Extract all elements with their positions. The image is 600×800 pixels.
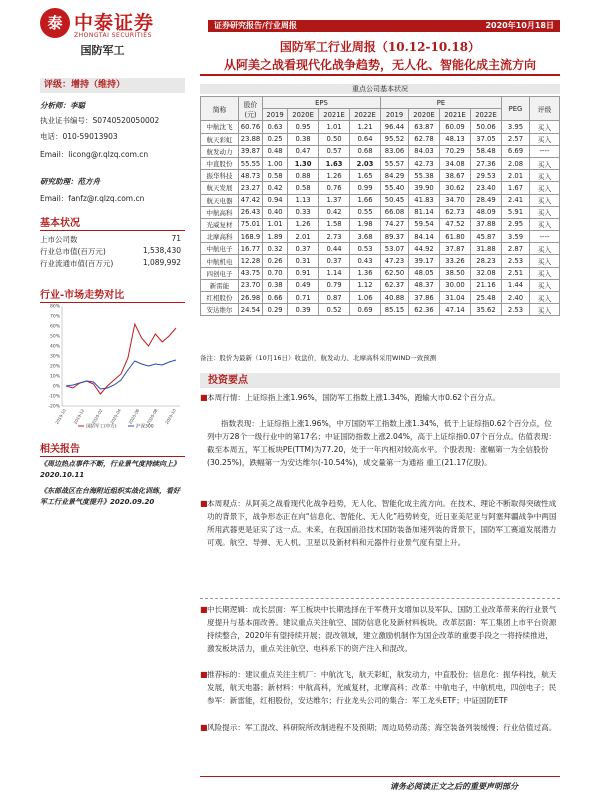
table-cell: 0.79	[319, 279, 350, 291]
table-cell: 0.42	[263, 182, 288, 194]
table-cell: 37.87	[440, 243, 471, 255]
industry-name: 国防军工	[80, 44, 125, 57]
table-row	[201, 170, 560, 182]
table-cell: 0.69	[350, 304, 381, 316]
table-row	[201, 121, 560, 133]
table-cell: 74.27	[381, 218, 409, 230]
chart-series-defense	[66, 324, 176, 394]
col-eps: EPS	[263, 97, 381, 109]
year-header: 2019	[263, 109, 288, 121]
table-cell: 1.14	[319, 267, 350, 279]
x-tick-label: 2019-10	[54, 408, 67, 425]
table-cell: 买入	[530, 194, 560, 206]
bullet-icon: ■	[200, 393, 208, 402]
table-cell: 2.41	[502, 194, 530, 206]
table-cell: 0.48	[263, 145, 288, 157]
related-reports-title: 相关报告	[40, 440, 185, 457]
table-row	[201, 133, 560, 145]
bullet-icon: ■	[200, 670, 208, 679]
table-cell: 中航电子	[201, 243, 239, 255]
table-cell: 买入	[530, 121, 560, 133]
table-title: 重点公司基本状况	[200, 84, 560, 94]
table-cell: 45.87	[470, 231, 501, 243]
table-cell: 62.37	[381, 279, 409, 291]
table-cell: 0.37	[319, 255, 350, 267]
table-row	[201, 292, 560, 304]
table-cell: 0.64	[350, 133, 381, 145]
col-rating: 评级	[530, 97, 560, 121]
table-cell: 买入	[530, 206, 560, 218]
table-cell: 1.26	[288, 218, 319, 230]
table-cell: 2.03	[350, 157, 381, 169]
table-cell: 63.87	[409, 121, 440, 133]
table-cell: 38.67	[440, 170, 471, 182]
table-cell: 62.50	[381, 267, 409, 279]
table-cell: 1.98	[350, 218, 381, 230]
table-cell: 买入	[530, 255, 560, 267]
table-cell: 0.57	[319, 145, 350, 157]
report-subtitle: 从阿美之战看现代化战争趋势，无人化、智能化成主流方向	[223, 58, 536, 72]
table-cell: 85.15	[381, 304, 409, 316]
table-cell: 0.38	[288, 133, 319, 145]
table-cell: 1.01	[263, 218, 288, 230]
table-cell: 83.06	[381, 145, 409, 157]
basic-status-title: 基本状况	[40, 214, 185, 231]
table-cell: 0.42	[319, 206, 350, 218]
weekly-view: 本周观点：从阿美之战看现代化战争趋势，无人化、智能化成主流方向。在技术、理论不断取得突破性成功的背景下，战争形态正在向“信息化、智能化、无人化”趋势转变，近日亚美尼亚与阿塞拜疆战争中两国所用武器更是证实了这一点。未来，在我国前沿技术国防装备加速列装的背景下，国防军工赛道发展潜力可观。航空、导弹、无人机、卫星以及新材料和元器件行业景气度有望上升。	[207, 499, 557, 547]
table-note: 备注：股价为最新（10月16日）收盘价，航发动力、北摩高科采用WIND一致预测	[200, 354, 437, 362]
y-tick-label: -10%	[48, 394, 60, 400]
table-cell: 买入	[530, 218, 560, 230]
table-cell: 0.49	[288, 279, 319, 291]
table-cell: 55.55	[239, 157, 263, 169]
table-cell: 0.88	[288, 170, 319, 182]
table-cell: 0.33	[288, 206, 319, 218]
table-cell: 1.13	[288, 194, 319, 206]
table-cell: 48.73	[239, 170, 263, 182]
table-cell: 55.38	[409, 170, 440, 182]
phone: 电话：010-59013903	[40, 132, 118, 141]
col-peg: PEG	[502, 97, 530, 121]
table-cell: 1.66	[350, 194, 381, 206]
table-cell: 26.43	[239, 206, 263, 218]
x-tick-label: 2020-06	[127, 408, 141, 425]
table-cell: 0.68	[350, 145, 381, 157]
table-cell: 买入	[530, 292, 560, 304]
table-row	[201, 157, 560, 169]
table-cell: 35.62	[470, 304, 501, 316]
table-cell: 0.44	[319, 243, 350, 255]
table-cell: 0.32	[263, 243, 288, 255]
table-cell: 中航高科	[201, 206, 239, 218]
table-cell: 1.65	[350, 170, 381, 182]
table-cell: 1.26	[319, 170, 350, 182]
table-cell: 2.53	[502, 304, 530, 316]
table-cell: 安达维尔	[201, 304, 239, 316]
table-cell: 2.40	[502, 292, 530, 304]
footer-disclaimer: 请务必阅读正文之后的重要声明部分	[390, 782, 518, 791]
table-cell: 0.52	[319, 304, 350, 316]
table-cell: 66.08	[381, 206, 409, 218]
table-cell: 0.66	[263, 292, 288, 304]
table-cell: 26.98	[239, 292, 263, 304]
table-cell: 买入	[530, 182, 560, 194]
table-cell: 31.88	[470, 243, 501, 255]
table-cell: 航天电器	[201, 194, 239, 206]
table-cell: 0.95	[288, 121, 319, 133]
table-cell: 53.07	[381, 243, 409, 255]
table-cell: 北摩高科	[201, 231, 239, 243]
basic-row: 上市公司数 71	[40, 234, 181, 244]
long-term-logic: 中长期逻辑：成长层面：军工板块中长期选择在于军费开支增加以及军队、国防工业改革带来的行业景气度提升与基本面改善。建议重点关注航空、国防信息化及新材料板块。改革层面：军工集团上市平台资源持续整合，2020年有望持续开展；混改领域，建立激励机制作为国企改革的重要手段之一将持续推进，激发板块活力，重点关注航空、电科系下的资产注入和混改。	[207, 605, 557, 653]
table-cell: 2.95	[502, 218, 530, 230]
y-tick-label: 50%	[49, 334, 60, 340]
table-cell: 2.87	[502, 243, 530, 255]
table-cell: 1.37	[319, 194, 350, 206]
table-cell: 47.42	[239, 194, 263, 206]
y-tick-label: 40%	[49, 344, 60, 350]
table-cell: 25.48	[470, 292, 501, 304]
table-cell: 6.69	[502, 145, 530, 157]
table-cell: 38.50	[440, 267, 471, 279]
table-cell: 2.08	[502, 157, 530, 169]
year-header: 2019	[381, 109, 409, 121]
table-row	[201, 243, 560, 255]
bullet-icon: ■	[200, 605, 208, 614]
table-cell: 39.90	[409, 182, 440, 194]
table-cell: 2.53	[502, 255, 530, 267]
table-cell: 买入	[530, 243, 560, 255]
table-cell: 62.73	[440, 206, 471, 218]
table-cell: 0.25	[263, 133, 288, 145]
table-row	[201, 182, 560, 194]
table-cell: 光威复材	[201, 218, 239, 230]
table-cell: 0.50	[319, 133, 350, 145]
table-cell: 中航沈飞	[201, 121, 239, 133]
y-tick-label: 30%	[49, 354, 60, 360]
table-cell: 27.36	[470, 157, 501, 169]
table-cell: 43.75	[239, 267, 263, 279]
related-report-link[interactable]: 《周边热点事件不断，行业景气度持续向上》2020.10.11	[40, 460, 180, 479]
table-cell: 振华科技	[201, 170, 239, 182]
table-cell: 59.54	[409, 218, 440, 230]
cert-number: 执业证书编号：S0740520050002	[40, 116, 160, 125]
table-cell: 28.49	[470, 194, 501, 206]
basic-row: 行业总市值(百万元) 1,538,430	[40, 246, 181, 256]
table-cell: 84.29	[381, 170, 409, 182]
table-cell: 50.06	[470, 121, 501, 133]
table-cell: 1.89	[263, 231, 288, 243]
table-cell: 37.86	[409, 292, 440, 304]
table-cell: 48.09	[470, 206, 501, 218]
trend-title: 行业-市场走势对比	[40, 286, 185, 303]
table-cell: 96.44	[381, 121, 409, 133]
table-row	[201, 231, 560, 243]
table-cell: 0.91	[288, 267, 319, 279]
table-cell: 70.29	[440, 145, 471, 157]
table-cell: 23.88	[239, 133, 263, 145]
table-cell: 40.88	[381, 292, 409, 304]
y-tick-label: 10%	[49, 374, 60, 380]
y-tick-label: 0%	[52, 384, 60, 390]
table-cell: ----	[530, 231, 560, 243]
table-row	[201, 206, 560, 218]
table-cell: 0.38	[263, 279, 288, 291]
table-cell: 89.37	[381, 231, 409, 243]
recommended-stocks: 推荐标的：建议重点关注主机厂：中航沈飞，航天彩虹，航发动力，中直股份；信息化：振华科技，航天发展，航天电器；新材料：中航高科，光威复材，北摩高科；改革：中航电子，中航机电，四创电子；民参军：新雷能，红相股份，安达维尔；行业龙头公司的集合：军工龙头ETF；中证国防ETF	[207, 670, 557, 705]
year-header: 2021E	[440, 109, 471, 121]
table-cell: 买入	[530, 279, 560, 291]
table-cell: 34.70	[440, 194, 471, 206]
report-date: 2020年10月18日	[485, 21, 554, 30]
y-tick-label: 60%	[49, 324, 60, 330]
table-cell: 3.59	[502, 231, 530, 243]
table-cell: 42.73	[409, 157, 440, 169]
rating-box: 评级：增持（维持）	[40, 78, 185, 93]
table-cell: 1.06	[350, 292, 381, 304]
table-cell: 95.52	[381, 133, 409, 145]
table-cell: 0.58	[263, 170, 288, 182]
table-cell: 39.17	[409, 255, 440, 267]
year-header: 2021E	[319, 109, 350, 121]
table-cell: 买入	[530, 133, 560, 145]
table-cell: 0.43	[350, 255, 381, 267]
table-cell: 1.30	[288, 157, 319, 169]
y-tick-label: 80%	[49, 304, 60, 310]
table-cell: 16.77	[239, 243, 263, 255]
table-cell: 0.47	[288, 145, 319, 157]
table-cell: 2.73	[319, 231, 350, 243]
table-cell: 24.54	[239, 304, 263, 316]
table-cell: 0.63	[263, 121, 288, 133]
table-cell: 1.36	[350, 267, 381, 279]
table-cell: 1.67	[502, 182, 530, 194]
report-title: 国防军工行业周报（10.12-10.18）	[279, 40, 481, 54]
table-cell: 62.78	[409, 133, 440, 145]
logo-mark-icon: 泰	[40, 8, 70, 38]
legend-label: 国防军工(申万)	[86, 424, 117, 430]
table-cell: 29.53	[470, 170, 501, 182]
section-separator	[200, 598, 560, 599]
table-cell: 23.40	[470, 182, 501, 194]
table-cell: 37.88	[470, 218, 501, 230]
table-cell: 47.23	[381, 255, 409, 267]
table-cell: 1.01	[319, 121, 350, 133]
table-cell: 1.58	[319, 218, 350, 230]
table-cell: 航天发展	[201, 182, 239, 194]
investment-highlights-title: 投资要点	[200, 373, 560, 388]
table-cell: 1.44	[502, 279, 530, 291]
table-cell: 47.52	[440, 218, 471, 230]
trend-chart	[40, 302, 185, 432]
table-cell: 75.01	[239, 218, 263, 230]
table-cell: 33.26	[440, 255, 471, 267]
table-cell: 21.16	[470, 279, 501, 291]
footer-divider	[200, 776, 560, 777]
table-cell: 48.05	[409, 267, 440, 279]
year-header: 2022E	[350, 109, 381, 121]
bullet-icon: ■	[200, 723, 208, 732]
table-row	[201, 255, 560, 267]
report-type: 证券研究报告/行业周报	[214, 21, 297, 30]
table-cell: 0.94	[263, 194, 288, 206]
col-price: 股价(元)	[239, 97, 263, 121]
table-cell: 34.08	[440, 157, 471, 169]
table-cell: 62.36	[409, 304, 440, 316]
y-tick-label: 70%	[49, 314, 60, 320]
table-cell: 0.58	[288, 182, 319, 194]
related-report-link[interactable]: 《东部战区在台海附近组织实战化训练，看好军工行业景气度提升》2020.09.20	[40, 487, 180, 506]
table-cell: 1.00	[263, 157, 288, 169]
key-companies-table	[200, 96, 560, 316]
table-row	[201, 194, 560, 206]
table-cell: 2.51	[502, 267, 530, 279]
table-cell: 2.57	[502, 133, 530, 145]
table-cell: 55.57	[381, 157, 409, 169]
table-row	[201, 279, 560, 291]
table-cell: 0.53	[350, 243, 381, 255]
table-cell: 中航机电	[201, 255, 239, 267]
table-cell: 50.45	[381, 194, 409, 206]
table-cell: 0.29	[263, 304, 288, 316]
table-cell: 30.62	[440, 182, 471, 194]
table-cell: 0.37	[288, 243, 319, 255]
table-cell: 0.40	[263, 206, 288, 218]
table-cell: 2.01	[502, 170, 530, 182]
table-cell: 3.95	[502, 121, 530, 133]
table-row	[201, 218, 560, 230]
table-cell: 23.70	[239, 279, 263, 291]
table-cell: 红相股份	[201, 292, 239, 304]
analyst: 分析师：李聪	[40, 101, 85, 110]
table-cell: 0.99	[350, 182, 381, 194]
weekly-market: 本周行情：上证综指上涨1.96%，国防军工指数上涨1.34%，跑输大市0.62个百分点。	[207, 393, 500, 402]
logo-name: 中泰证券	[74, 12, 155, 34]
col-pe: PE	[381, 97, 502, 109]
table-cell: 2.01	[288, 231, 319, 243]
table-cell: 30.00	[440, 279, 471, 291]
table-cell: 81.14	[409, 206, 440, 218]
table-cell: 四创电子	[201, 267, 239, 279]
table-cell: 60.09	[440, 121, 471, 133]
logo-english: ZHONGTAI SECURITIES	[74, 32, 152, 39]
table-row	[201, 304, 560, 316]
table-cell: 12.28	[239, 255, 263, 267]
table-cell: 41.83	[409, 194, 440, 206]
table-cell: 0.55	[350, 206, 381, 218]
table-cell: 0.71	[288, 292, 319, 304]
table-cell: 58.48	[470, 145, 501, 157]
year-header: 2020E	[288, 109, 319, 121]
analyst-email[interactable]: Email：licong@r.qlzq.com.cn	[40, 150, 149, 159]
x-tick-label: 2019-12	[72, 408, 86, 425]
table-cell: 0.76	[319, 182, 350, 194]
table-cell: 0.39	[288, 304, 319, 316]
table-cell: 5.91	[502, 206, 530, 218]
assistant: 研究助理：范方舟	[40, 177, 100, 186]
table-cell: 买入	[530, 170, 560, 182]
table-cell: 0.87	[319, 292, 350, 304]
table-cell: 55.40	[381, 182, 409, 194]
index-performance: 指数表现：上证综指上涨1.96%，中万国防军工指数上涨1.34%，低于上证综指0.62个百分点，位列中万28个一级行业中的第17名；中证国防指数上涨2.04%，高于上证综指0.07个百分点。估值表现：截至本周五，军工板块PE(TTM)为77.20，处于一年内相对较高水平。个股表现：涨幅第一为全信股份(30.25%)，跌幅第一为安达维尔(-10.54%)，成交量第一为通裕 重工(21.17亿股)。	[207, 419, 556, 467]
table-cell: 23.27	[239, 182, 263, 194]
table-cell: 1.21	[350, 121, 381, 133]
basic-row: 行业流通市值(百万元) 1,089,992	[40, 258, 181, 268]
table-cell: 买入	[530, 267, 560, 279]
year-header: 2022E	[470, 109, 501, 121]
year-header: 2020E	[409, 109, 440, 121]
table-cell: 31.04	[440, 292, 471, 304]
table-cell: 84.03	[409, 145, 440, 157]
table-cell: 168.9	[239, 231, 263, 243]
table-cell: 47.14	[440, 304, 471, 316]
table-cell: ----	[530, 145, 560, 157]
table-cell: 买入	[530, 304, 560, 316]
company-logo	[40, 6, 170, 40]
table-cell: 航发动力	[201, 145, 239, 157]
x-tick-label: 2020-04	[109, 408, 122, 425]
table-cell: 中直股份	[201, 157, 239, 169]
table-cell: 买入	[530, 157, 560, 169]
y-tick-label: -20%	[48, 404, 60, 410]
table-cell: 1.12	[350, 279, 381, 291]
report-type-bar	[208, 20, 560, 32]
table-cell: 44.92	[409, 243, 440, 255]
risk-warning: 风险提示：军工混改、科研院所改制进程不及预期；周边局势动荡；海空装备列装缓慢；行业估值过高。	[207, 723, 557, 732]
table-cell: 航天彩虹	[201, 133, 239, 145]
table-cell: 48.37	[409, 279, 440, 291]
x-tick-label: 2020-08	[145, 408, 159, 425]
title-divider	[200, 74, 560, 76]
legend-label: 沪深300	[136, 424, 154, 430]
table-cell: 48.13	[440, 133, 471, 145]
bullet-icon: ■	[200, 499, 208, 508]
y-tick-label: 20%	[49, 364, 60, 370]
table-cell: 0.70	[263, 267, 288, 279]
table-cell: 37.05	[470, 133, 501, 145]
table-cell: 60.76	[239, 121, 263, 133]
table-cell: 84.14	[409, 231, 440, 243]
table-row	[201, 145, 560, 157]
table-cell: 39.87	[239, 145, 263, 157]
table-cell: 0.26	[263, 255, 288, 267]
table-cell: 新雷能	[201, 279, 239, 291]
table-cell: 3.68	[350, 231, 381, 243]
x-tick-label: 2020-02	[90, 408, 104, 425]
assistant-email[interactable]: Email：fanfz@r.qlzq.com.cn	[40, 194, 145, 203]
x-tick-label: 2020-10	[164, 408, 177, 425]
table-cell: 32.08	[470, 267, 501, 279]
table-cell: 28.23	[470, 255, 501, 267]
table-cell: 61.80	[440, 231, 471, 243]
table-cell: 1.63	[319, 157, 350, 169]
table-row	[201, 267, 560, 279]
col-name: 简称	[201, 97, 239, 121]
table-cell: 0.31	[288, 255, 319, 267]
